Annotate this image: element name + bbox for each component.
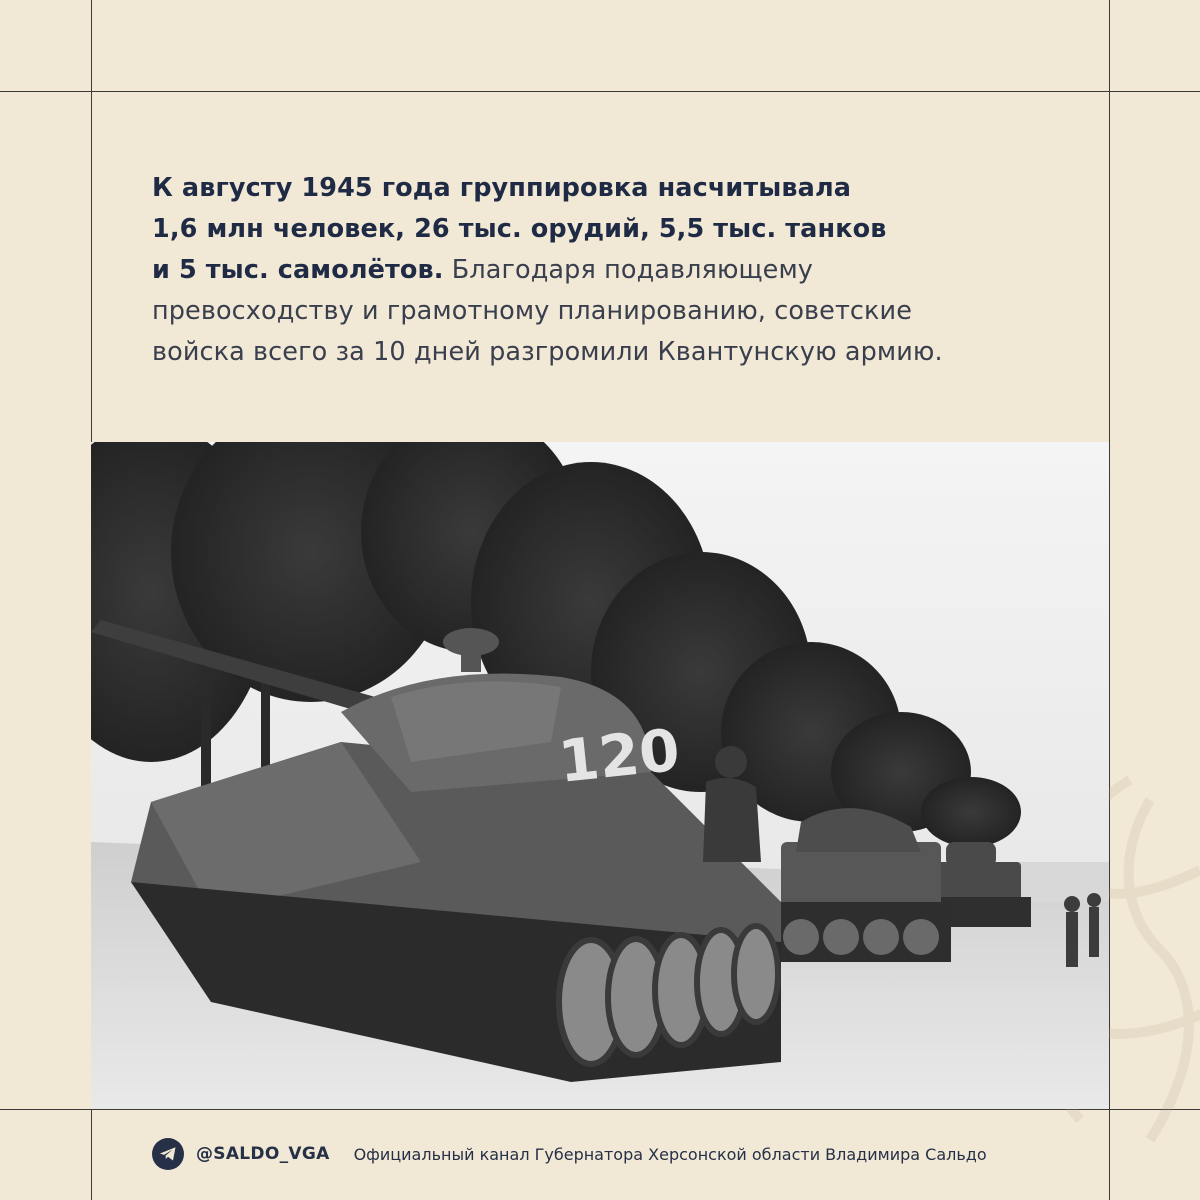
footer [152,1138,987,1170]
body-text-line-3: Благодаря подавляющему [443,255,813,285]
body-text-line-5: войска всего за 10 дней разгромили Квантунскую армию. [152,337,943,367]
frame-line-top [0,91,1200,92]
turret-number: 120 [555,715,683,796]
channel-handle[interactable]: @SALDO_VGA [196,1144,330,1164]
headline-bold-line-2: 1,6 млн человек, 26 тыс. орудий, 5,5 тыс. танков [152,214,887,244]
headline-bold-line-1: К августу 1945 года группировка насчитывала [152,173,852,203]
headline-text [152,168,1042,373]
channel-caption: Официальный канал Губернатора Херсонской области Владимира Сальдо [353,1144,987,1164]
telegram-icon[interactable] [152,1138,184,1170]
tanks-photo [91,442,1109,1109]
body-text-line-4: превосходству и грамотному планированию, советские [152,296,912,326]
headline-bold-line-3: и 5 тыс. самолётов. [152,255,444,285]
